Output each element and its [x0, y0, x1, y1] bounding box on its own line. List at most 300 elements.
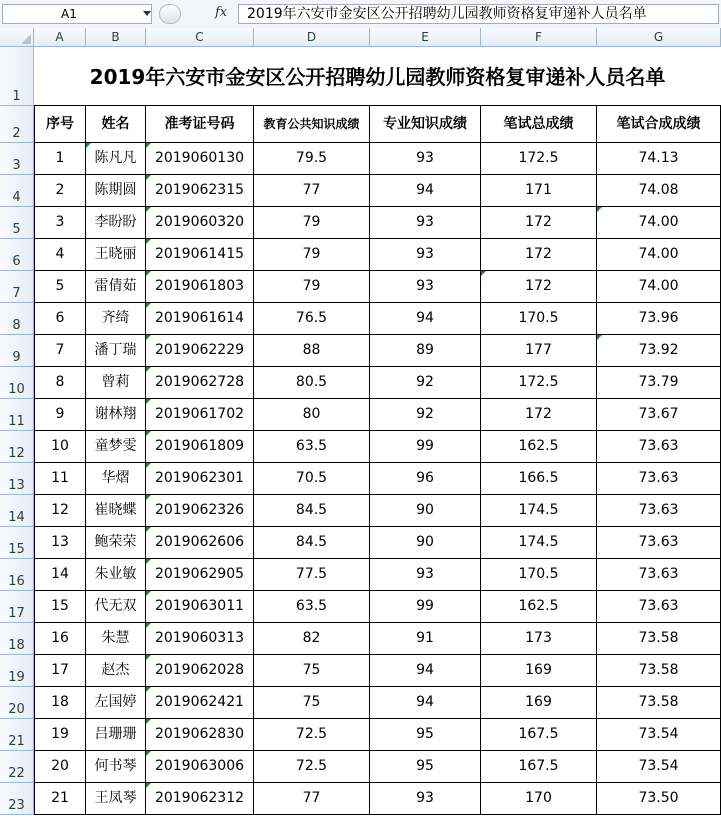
cell-public-knowledge-score[interactable] — [254, 687, 370, 719]
cell-composite-score[interactable] — [597, 143, 721, 175]
cell-name[interactable] — [86, 719, 146, 751]
cell-professional-score[interactable] — [370, 239, 481, 271]
cell-professional-score[interactable] — [370, 367, 481, 399]
cell-professional-score[interactable] — [370, 591, 481, 623]
cell-text: 74.08 — [638, 182, 679, 198]
cell-professional-score[interactable] — [370, 751, 481, 783]
row-header-5[interactable] — [0, 207, 34, 239]
cell-text: 9 — [55, 406, 65, 422]
cell-text: 169 — [525, 694, 552, 710]
cell-text: 169 — [525, 662, 552, 678]
cell-text: 167.5 — [518, 726, 559, 742]
cell-written-total[interactable] — [481, 687, 597, 719]
cell-composite-score[interactable] — [597, 303, 721, 335]
cell-text: 10 — [51, 438, 69, 454]
cell-text: 92 — [416, 374, 434, 390]
cell-public-knowledge-score[interactable] — [254, 527, 370, 559]
cell-name[interactable] — [86, 239, 146, 271]
cell-written-total[interactable] — [481, 175, 597, 207]
name-box-dropdown-icon[interactable] — [143, 11, 151, 16]
column-header-g[interactable]: G — [597, 28, 721, 47]
cell-text: 93 — [416, 246, 434, 262]
row-number: 2 — [12, 126, 21, 141]
error-indicator-icon — [146, 143, 151, 148]
row-number: 8 — [12, 318, 21, 333]
header-seq[interactable] — [34, 106, 86, 143]
cell-text: 74.00 — [638, 278, 679, 294]
cell-public-knowledge-score[interactable] — [254, 623, 370, 655]
cell-exam-id[interactable] — [146, 303, 254, 335]
cell-name[interactable] — [86, 207, 146, 239]
cell-public-knowledge-score[interactable] — [254, 431, 370, 463]
cell-name[interactable] — [86, 335, 146, 367]
error-indicator-icon — [146, 783, 151, 788]
cell-text: 93 — [416, 150, 434, 166]
cell-exam-id[interactable] — [146, 463, 254, 495]
cell-text: 95 — [416, 758, 434, 774]
cell-name[interactable] — [86, 175, 146, 207]
cell-text: 6 — [55, 310, 65, 326]
cell-text: 2019062028 — [154, 662, 245, 678]
cell-composite-score[interactable] — [597, 591, 721, 623]
row-number: 7 — [12, 286, 21, 301]
cell-written-total[interactable] — [481, 335, 597, 367]
cell-text: 7 — [55, 342, 65, 358]
cell-text: 88 — [302, 342, 321, 358]
cell-text: 93 — [416, 790, 434, 806]
cell-text: 13 — [51, 534, 69, 550]
cell-text: 93 — [416, 278, 434, 294]
cell-text: 63.5 — [295, 598, 328, 614]
cell-name[interactable] — [86, 495, 146, 527]
cell-text: 11 — [51, 470, 69, 486]
cell-text: 代无双 — [94, 598, 137, 614]
cell-composite-score[interactable] — [597, 367, 721, 399]
cell-composite-score[interactable] — [597, 207, 721, 239]
cell-text: 94 — [416, 182, 434, 198]
cell-name[interactable] — [86, 655, 146, 687]
cell-text: 74.00 — [638, 246, 679, 262]
cell-public-knowledge-score[interactable] — [254, 463, 370, 495]
cell-text: 18 — [51, 694, 69, 710]
cell-public-knowledge-score[interactable] — [254, 335, 370, 367]
cell-professional-score[interactable] — [370, 719, 481, 751]
row-number: 18 — [8, 638, 25, 653]
cell-text: 吕珊珊 — [94, 726, 137, 742]
column-header-c[interactable]: C — [146, 28, 254, 47]
cell-public-knowledge-score[interactable] — [254, 271, 370, 303]
error-indicator-icon — [146, 527, 151, 532]
cell-exam-id[interactable] — [146, 143, 254, 175]
cell-text: 齐绮 — [101, 310, 130, 326]
cell-composite-score[interactable] — [597, 719, 721, 751]
cell-professional-score[interactable] — [370, 175, 481, 207]
cell-composite-score[interactable] — [597, 751, 721, 783]
cell-professional-score[interactable] — [370, 303, 481, 335]
row-number: 16 — [8, 574, 25, 589]
error-indicator-icon — [146, 303, 151, 308]
cell-exam-id[interactable] — [146, 239, 254, 271]
row-header-4[interactable] — [0, 175, 34, 207]
row-header-3[interactable] — [0, 143, 34, 175]
formula-input[interactable]: 2019年六安市金安区公开招聘幼儿园教师资格复审递补人员名单 — [238, 4, 719, 24]
cell-text: 77 — [302, 790, 321, 806]
cell-exam-id[interactable] — [146, 367, 254, 399]
formula-bar — [0, 0, 721, 29]
cell-exam-id[interactable] — [146, 751, 254, 783]
cell-text: 73.63 — [638, 470, 679, 486]
cell-professional-score[interactable] — [370, 783, 481, 815]
column-header-d[interactable]: D — [254, 28, 370, 47]
cell-composite-score[interactable] — [597, 463, 721, 495]
cell-professional-score[interactable] — [370, 271, 481, 303]
cell-text: 82 — [302, 630, 321, 646]
row-header-18[interactable] — [0, 623, 34, 655]
cell-text: 73.63 — [638, 534, 679, 550]
cell-text: 童梦雯 — [94, 438, 137, 454]
cell-written-total[interactable] — [481, 431, 597, 463]
cell-composite-score[interactable] — [597, 239, 721, 271]
sheet-title[interactable]: 2019年六安市金安区公开招聘幼儿园教师资格复审递补人员名单 — [34, 47, 721, 106]
cell-text: 何书琴 — [94, 758, 137, 774]
cell-written-total[interactable] — [481, 495, 597, 527]
cell-text: 72.5 — [295, 726, 328, 742]
cell-exam-id[interactable] — [146, 719, 254, 751]
row-header-12[interactable] — [0, 431, 34, 463]
column-header-e[interactable]: E — [370, 28, 481, 47]
cell-text: 2019061803 — [154, 278, 245, 294]
cell-text: 79 — [302, 214, 321, 230]
row-header-13[interactable] — [0, 463, 34, 495]
name-box[interactable]: A1 — [2, 4, 152, 24]
cell-text: 73.58 — [638, 662, 679, 678]
cell-seq[interactable] — [34, 175, 86, 207]
cell-professional-score[interactable] — [370, 527, 481, 559]
column-header-a[interactable]: A — [34, 28, 86, 47]
cell-professional-score[interactable] — [370, 495, 481, 527]
cell-text: 陈凡凡 — [94, 150, 137, 166]
cell-name[interactable] — [86, 751, 146, 783]
row-header-2[interactable] — [0, 106, 34, 143]
cell-text: 专业知识成绩 — [383, 116, 467, 132]
row-number: 23 — [8, 798, 25, 813]
cell-text: 73.58 — [638, 694, 679, 710]
cell-text: 5 — [55, 278, 65, 294]
cell-text: 80 — [302, 406, 321, 422]
cell-composite-score[interactable] — [597, 399, 721, 431]
cell-seq[interactable] — [34, 719, 86, 751]
error-indicator-icon — [146, 655, 151, 660]
error-indicator-icon — [146, 271, 151, 276]
cell-written-total[interactable] — [481, 463, 597, 495]
row-number: 1 — [12, 89, 21, 104]
row-number: 12 — [8, 446, 25, 461]
cell-text: 174.5 — [518, 534, 559, 550]
row-header-6[interactable] — [0, 239, 34, 271]
cell-public-knowledge-score[interactable] — [254, 303, 370, 335]
cell-exam-id[interactable] — [146, 687, 254, 719]
cell-text: 172.5 — [518, 150, 559, 166]
cell-seq[interactable] — [34, 751, 86, 783]
cell-composite-score[interactable] — [597, 495, 721, 527]
cell-text: 90 — [416, 502, 434, 518]
row-header-19[interactable] — [0, 655, 34, 687]
error-indicator-icon — [146, 367, 151, 372]
cell-exam-id[interactable] — [146, 431, 254, 463]
cell-exam-id[interactable] — [146, 527, 254, 559]
cell-written-total[interactable] — [481, 783, 597, 815]
cell-text: 雷倩茹 — [94, 278, 137, 294]
cell-seq[interactable] — [34, 303, 86, 335]
cell-text: 77.5 — [295, 566, 328, 582]
cell-seq[interactable] — [34, 207, 86, 239]
cell-public-knowledge-score[interactable] — [254, 367, 370, 399]
cell-written-total[interactable] — [481, 655, 597, 687]
cell-text: 2019062830 — [154, 726, 245, 742]
header-professional-score[interactable] — [370, 106, 481, 143]
select-all-icon — [21, 34, 31, 44]
cell-public-knowledge-score[interactable] — [254, 559, 370, 591]
cell-seq[interactable] — [34, 591, 86, 623]
cell-public-knowledge-score[interactable] — [254, 751, 370, 783]
cell-public-knowledge-score[interactable] — [254, 591, 370, 623]
cell-name[interactable] — [86, 591, 146, 623]
cell-text: 73.63 — [638, 438, 679, 454]
row-header-7[interactable] — [0, 271, 34, 303]
cell-name[interactable] — [86, 399, 146, 431]
cell-text: 73.50 — [638, 790, 679, 806]
cell-written-total[interactable] — [481, 591, 597, 623]
cell-professional-score[interactable] — [370, 687, 481, 719]
cell-text: 2019060320 — [154, 214, 245, 230]
cell-name[interactable] — [86, 271, 146, 303]
row-number: 19 — [8, 670, 25, 685]
cell-exam-id[interactable] — [146, 495, 254, 527]
cell-exam-id[interactable] — [146, 399, 254, 431]
cell-text: 鲍荣荣 — [94, 534, 137, 550]
cell-written-total[interactable] — [481, 367, 597, 399]
cell-composite-score[interactable] — [597, 687, 721, 719]
cell-text: 172 — [525, 246, 552, 262]
row-header-17[interactable] — [0, 591, 34, 623]
cell-text: 92 — [416, 406, 434, 422]
cell-seq[interactable] — [34, 335, 86, 367]
row-header-1[interactable] — [0, 47, 34, 106]
cell-public-knowledge-score[interactable] — [254, 207, 370, 239]
cell-seq[interactable] — [34, 655, 86, 687]
cell-public-knowledge-score[interactable] — [254, 719, 370, 751]
cell-composite-score[interactable] — [597, 559, 721, 591]
row-header-14[interactable] — [0, 495, 34, 527]
cell-seq[interactable] — [34, 783, 86, 815]
cell-text: 2 — [55, 182, 65, 198]
error-indicator-icon — [481, 271, 486, 276]
cell-text: 74.00 — [638, 214, 679, 230]
cell-name[interactable] — [86, 143, 146, 175]
cell-text: 73.92 — [638, 342, 679, 358]
row-number: 9 — [12, 350, 21, 365]
cell-text: 谢林翔 — [94, 406, 137, 422]
cell-name[interactable] — [86, 431, 146, 463]
row-header-20[interactable] — [0, 687, 34, 719]
cell-text: 2019061809 — [154, 438, 245, 454]
cell-text: 95 — [416, 726, 434, 742]
cell-text: 75 — [302, 694, 321, 710]
row-header-22[interactable] — [0, 751, 34, 783]
cell-name[interactable] — [86, 303, 146, 335]
cell-exam-id[interactable] — [146, 175, 254, 207]
cell-written-total[interactable] — [481, 239, 597, 271]
cell-public-knowledge-score[interactable] — [254, 175, 370, 207]
cell-public-knowledge-score[interactable] — [254, 399, 370, 431]
cell-name[interactable] — [86, 463, 146, 495]
row-header-16[interactable] — [0, 559, 34, 591]
error-indicator-icon — [146, 687, 151, 692]
cell-exam-id[interactable] — [146, 591, 254, 623]
cell-exam-id[interactable] — [146, 335, 254, 367]
row-header-21[interactable] — [0, 719, 34, 751]
cell-name[interactable] — [86, 527, 146, 559]
cell-professional-score[interactable] — [370, 207, 481, 239]
cell-composite-score[interactable] — [597, 175, 721, 207]
cell-composite-score[interactable] — [597, 783, 721, 815]
cell-written-total[interactable] — [481, 623, 597, 655]
header-composite-score[interactable] — [597, 106, 721, 143]
cell-composite-score[interactable] — [597, 655, 721, 687]
header-name[interactable] — [86, 106, 146, 143]
cell-exam-id[interactable] — [146, 623, 254, 655]
cell-text: 笔试合成成绩 — [616, 116, 701, 132]
cell-exam-id[interactable] — [146, 559, 254, 591]
cell-text: 172 — [525, 214, 552, 230]
cell-professional-score[interactable] — [370, 143, 481, 175]
cell-seq[interactable] — [34, 495, 86, 527]
cell-written-total[interactable] — [481, 207, 597, 239]
cell-written-total[interactable] — [481, 559, 597, 591]
cell-public-knowledge-score[interactable] — [254, 655, 370, 687]
cell-seq[interactable] — [34, 559, 86, 591]
row-header-8[interactable] — [0, 303, 34, 335]
cell-text: 173 — [525, 630, 552, 646]
cell-public-knowledge-score[interactable] — [254, 495, 370, 527]
cell-text: 177 — [525, 342, 552, 358]
expand-toggle-icon[interactable] — [159, 4, 181, 24]
row-header-11[interactable] — [0, 399, 34, 431]
cell-text: 75 — [302, 662, 321, 678]
header-exam-id[interactable] — [146, 106, 254, 143]
cell-text: 79 — [302, 278, 321, 294]
cell-text: 2019062606 — [154, 534, 245, 550]
cell-text: 79.5 — [295, 150, 328, 166]
insert-function-icon[interactable]: fx — [215, 5, 228, 20]
cell-public-knowledge-score[interactable] — [254, 143, 370, 175]
cell-text: 2019062421 — [154, 694, 245, 710]
cell-professional-score[interactable] — [370, 559, 481, 591]
cell-public-knowledge-score[interactable] — [254, 783, 370, 815]
cell-seq[interactable] — [34, 239, 86, 271]
cell-composite-score[interactable] — [597, 271, 721, 303]
cell-seq[interactable] — [34, 623, 86, 655]
cell-seq[interactable] — [34, 367, 86, 399]
row-number: 10 — [8, 382, 25, 397]
cell-written-total[interactable] — [481, 399, 597, 431]
cell-name[interactable] — [86, 623, 146, 655]
cell-seq[interactable] — [34, 463, 86, 495]
cell-exam-id[interactable] — [146, 655, 254, 687]
cell-exam-id[interactable] — [146, 207, 254, 239]
row-number: 5 — [12, 222, 21, 237]
column-header-f[interactable]: F — [481, 28, 597, 47]
row-number: 3 — [12, 158, 21, 173]
cell-text: 2019062312 — [154, 790, 245, 806]
cell-professional-score[interactable] — [370, 463, 481, 495]
cell-text: 167.5 — [518, 758, 559, 774]
cell-text: 潘丁瑞 — [94, 342, 137, 358]
cell-seq[interactable] — [34, 271, 86, 303]
cell-text: 20 — [51, 758, 69, 774]
cell-professional-score[interactable] — [370, 335, 481, 367]
cell-exam-id[interactable] — [146, 271, 254, 303]
cell-composite-score[interactable] — [597, 431, 721, 463]
row-header-9[interactable] — [0, 335, 34, 367]
cell-exam-id[interactable] — [146, 783, 254, 815]
cell-composite-score[interactable] — [597, 335, 721, 367]
cell-seq[interactable] — [34, 431, 86, 463]
header-public-knowledge-score[interactable] — [254, 106, 370, 143]
cell-seq[interactable] — [34, 687, 86, 719]
row-header-23[interactable] — [0, 783, 34, 815]
cell-seq[interactable] — [34, 527, 86, 559]
cell-name[interactable] — [86, 783, 146, 815]
cell-text: 17 — [51, 662, 69, 678]
cell-professional-score[interactable] — [370, 655, 481, 687]
cell-seq[interactable] — [34, 143, 86, 175]
row-header-15[interactable] — [0, 527, 34, 559]
cell-text: 2019063006 — [154, 758, 245, 774]
cell-text: 91 — [416, 630, 434, 646]
column-header-b[interactable]: B — [86, 28, 146, 47]
cell-text: 174.5 — [518, 502, 559, 518]
cell-written-total[interactable] — [481, 751, 597, 783]
cell-text: 172 — [525, 406, 552, 422]
cell-text: 172.5 — [518, 374, 559, 390]
cell-seq[interactable] — [34, 399, 86, 431]
cell-written-total[interactable] — [481, 303, 597, 335]
row-header-10[interactable] — [0, 367, 34, 399]
cell-name[interactable] — [86, 367, 146, 399]
cell-text: 73.63 — [638, 502, 679, 518]
error-indicator-icon — [146, 751, 151, 756]
cell-public-knowledge-score[interactable] — [254, 239, 370, 271]
cell-professional-score[interactable] — [370, 399, 481, 431]
cell-written-total[interactable] — [481, 271, 597, 303]
cell-written-total[interactable] — [481, 143, 597, 175]
cell-professional-score[interactable] — [370, 431, 481, 463]
select-all-corner[interactable] — [0, 28, 34, 47]
cell-text: 曾莉 — [101, 374, 130, 390]
cell-written-total[interactable] — [481, 527, 597, 559]
cell-text: 93 — [416, 214, 434, 230]
cell-name[interactable] — [86, 559, 146, 591]
header-written-total[interactable] — [481, 106, 597, 143]
cell-text: 171 — [525, 182, 552, 198]
cell-text: 94 — [416, 310, 434, 326]
cell-written-total[interactable] — [481, 719, 597, 751]
cell-professional-score[interactable] — [370, 623, 481, 655]
cell-composite-score[interactable] — [597, 527, 721, 559]
cell-name[interactable] — [86, 687, 146, 719]
cell-composite-score[interactable] — [597, 623, 721, 655]
